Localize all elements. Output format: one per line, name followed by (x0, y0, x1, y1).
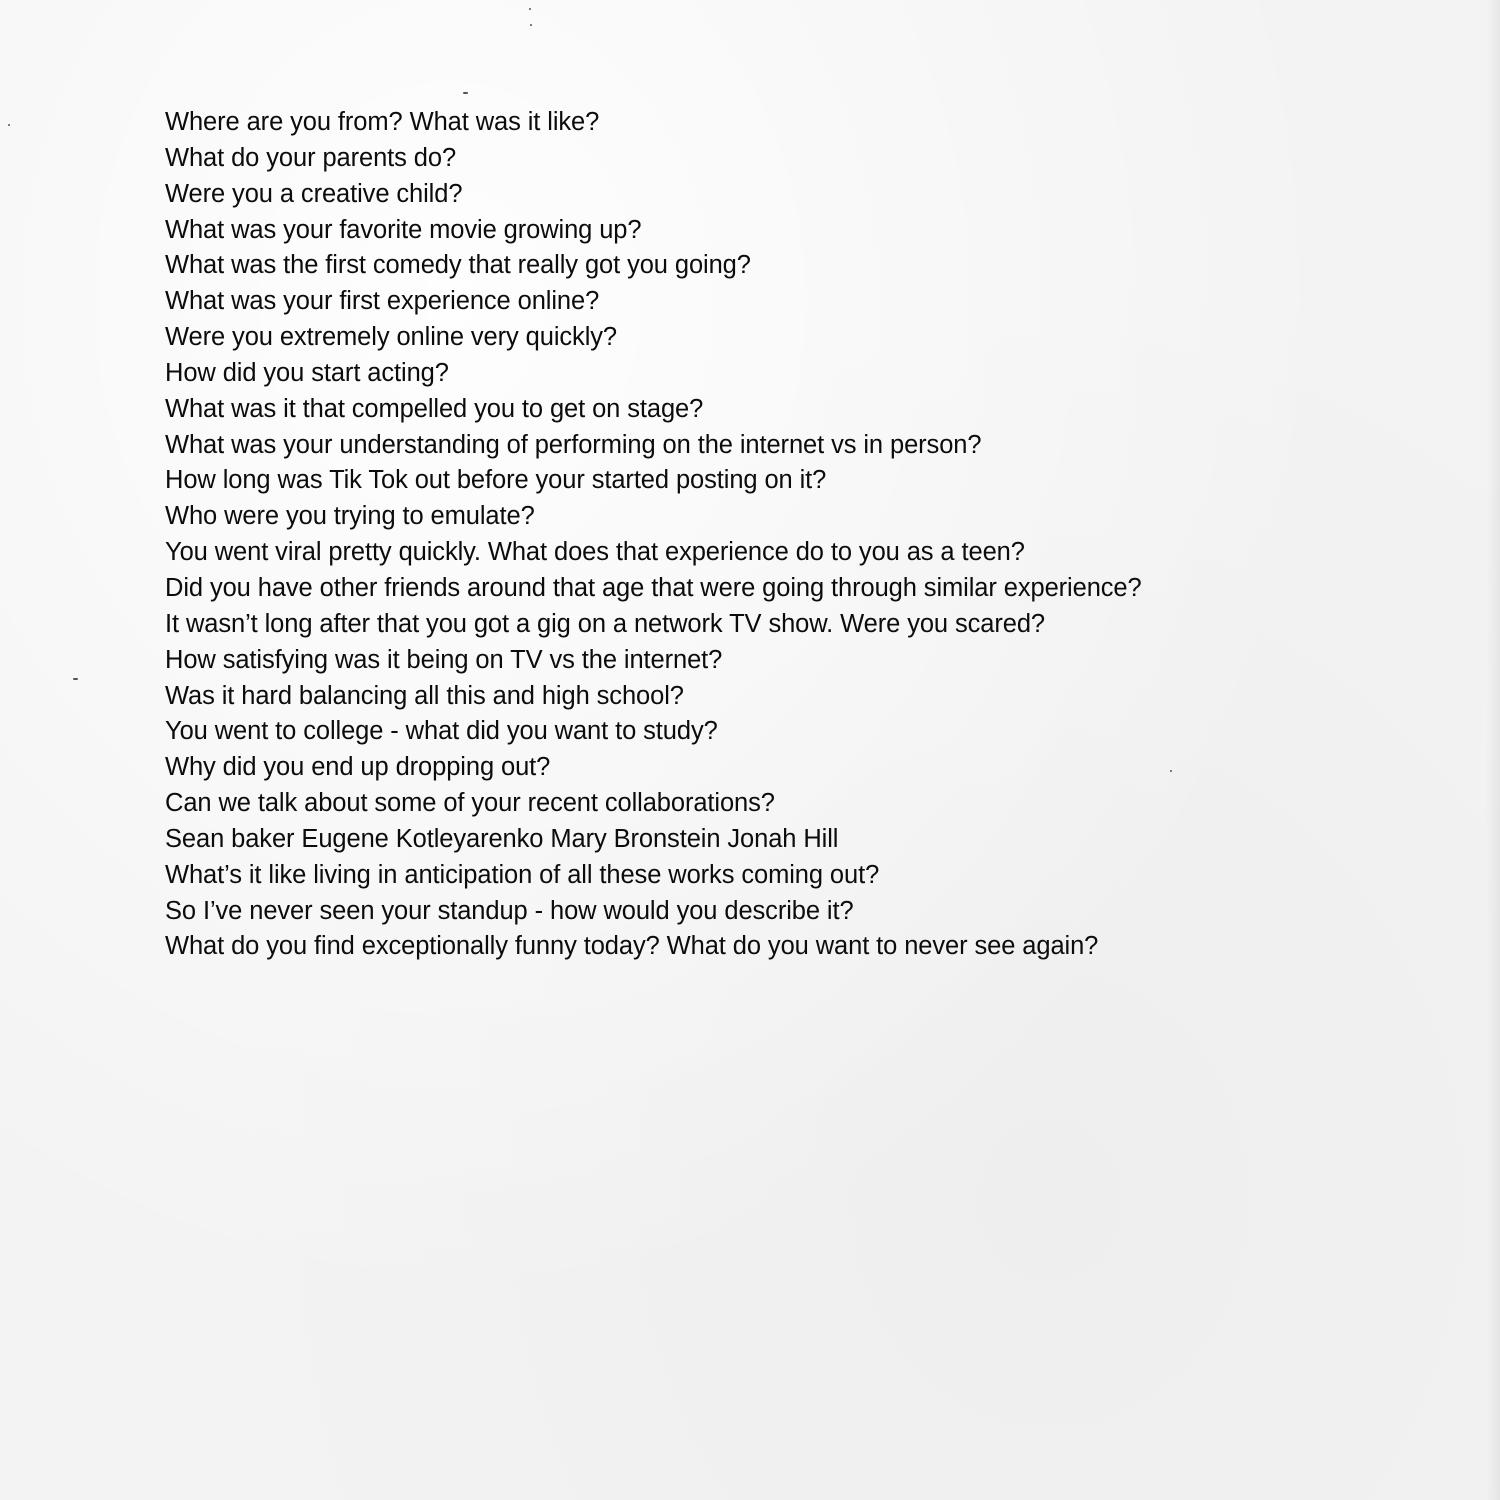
page-edge-shadow (1486, 0, 1500, 1500)
question-line: It wasn’t long after that you got a gig on a network TV show. Were you scared? (165, 609, 1046, 638)
question-line: Who were you trying to emulate? (165, 502, 535, 531)
question-line: What was the first comedy that really got you going? (165, 251, 751, 280)
question-line: Were you extremely online very quickly? (165, 323, 617, 352)
interview-question-list (165, 105, 1142, 965)
question-line: You went viral pretty quickly. What does that experience do to you as a teen? (165, 538, 1025, 567)
question-line: You went to college - what did you want to study? (165, 717, 718, 746)
question-line: Can we talk about some of your recent collaborations? (165, 789, 775, 818)
question-line: So I’ve never seen your standup - how would you describe it? (165, 896, 854, 925)
question-line: What do your parents do? (165, 143, 457, 172)
scan-speck (529, 8, 531, 10)
question-line: Did you have other friends around that age that were going through similar experience? (165, 573, 1142, 602)
question-line: What do you find exceptionally funny today? What do you want to never see again? (165, 932, 1099, 961)
collaborators-line: Sean baker Eugene Kotleyarenko Mary Bronstein Jonah Hill (165, 824, 839, 853)
question-line: Were you a creative child? (165, 179, 463, 208)
scan-speck (530, 24, 532, 26)
question-line: How satisfying was it being on TV vs the internet? (165, 645, 723, 674)
question-line: What was your first experience online? (165, 287, 600, 316)
question-line: Where are you from? What was it like? (165, 108, 600, 136)
question-line: What was your understanding of performing on the internet vs in person? (165, 430, 982, 459)
scan-speck (463, 92, 468, 94)
question-line: What’s it like living in anticipation of all these works coming out? (165, 860, 880, 889)
question-line: What was your favorite movie growing up? (165, 215, 642, 244)
scan-speck (1170, 770, 1172, 772)
scan-speck (8, 124, 10, 126)
question-line: Why did you end up dropping out? (165, 753, 551, 782)
question-line: How long was Tik Tok out before your started posting on it? (165, 466, 827, 495)
question-line: How did you start acting? (165, 358, 449, 387)
question-line: What was it that compelled you to get on stage? (165, 394, 704, 423)
scan-speck (73, 678, 78, 680)
question-line: Was it hard balancing all this and high school? (165, 681, 684, 710)
